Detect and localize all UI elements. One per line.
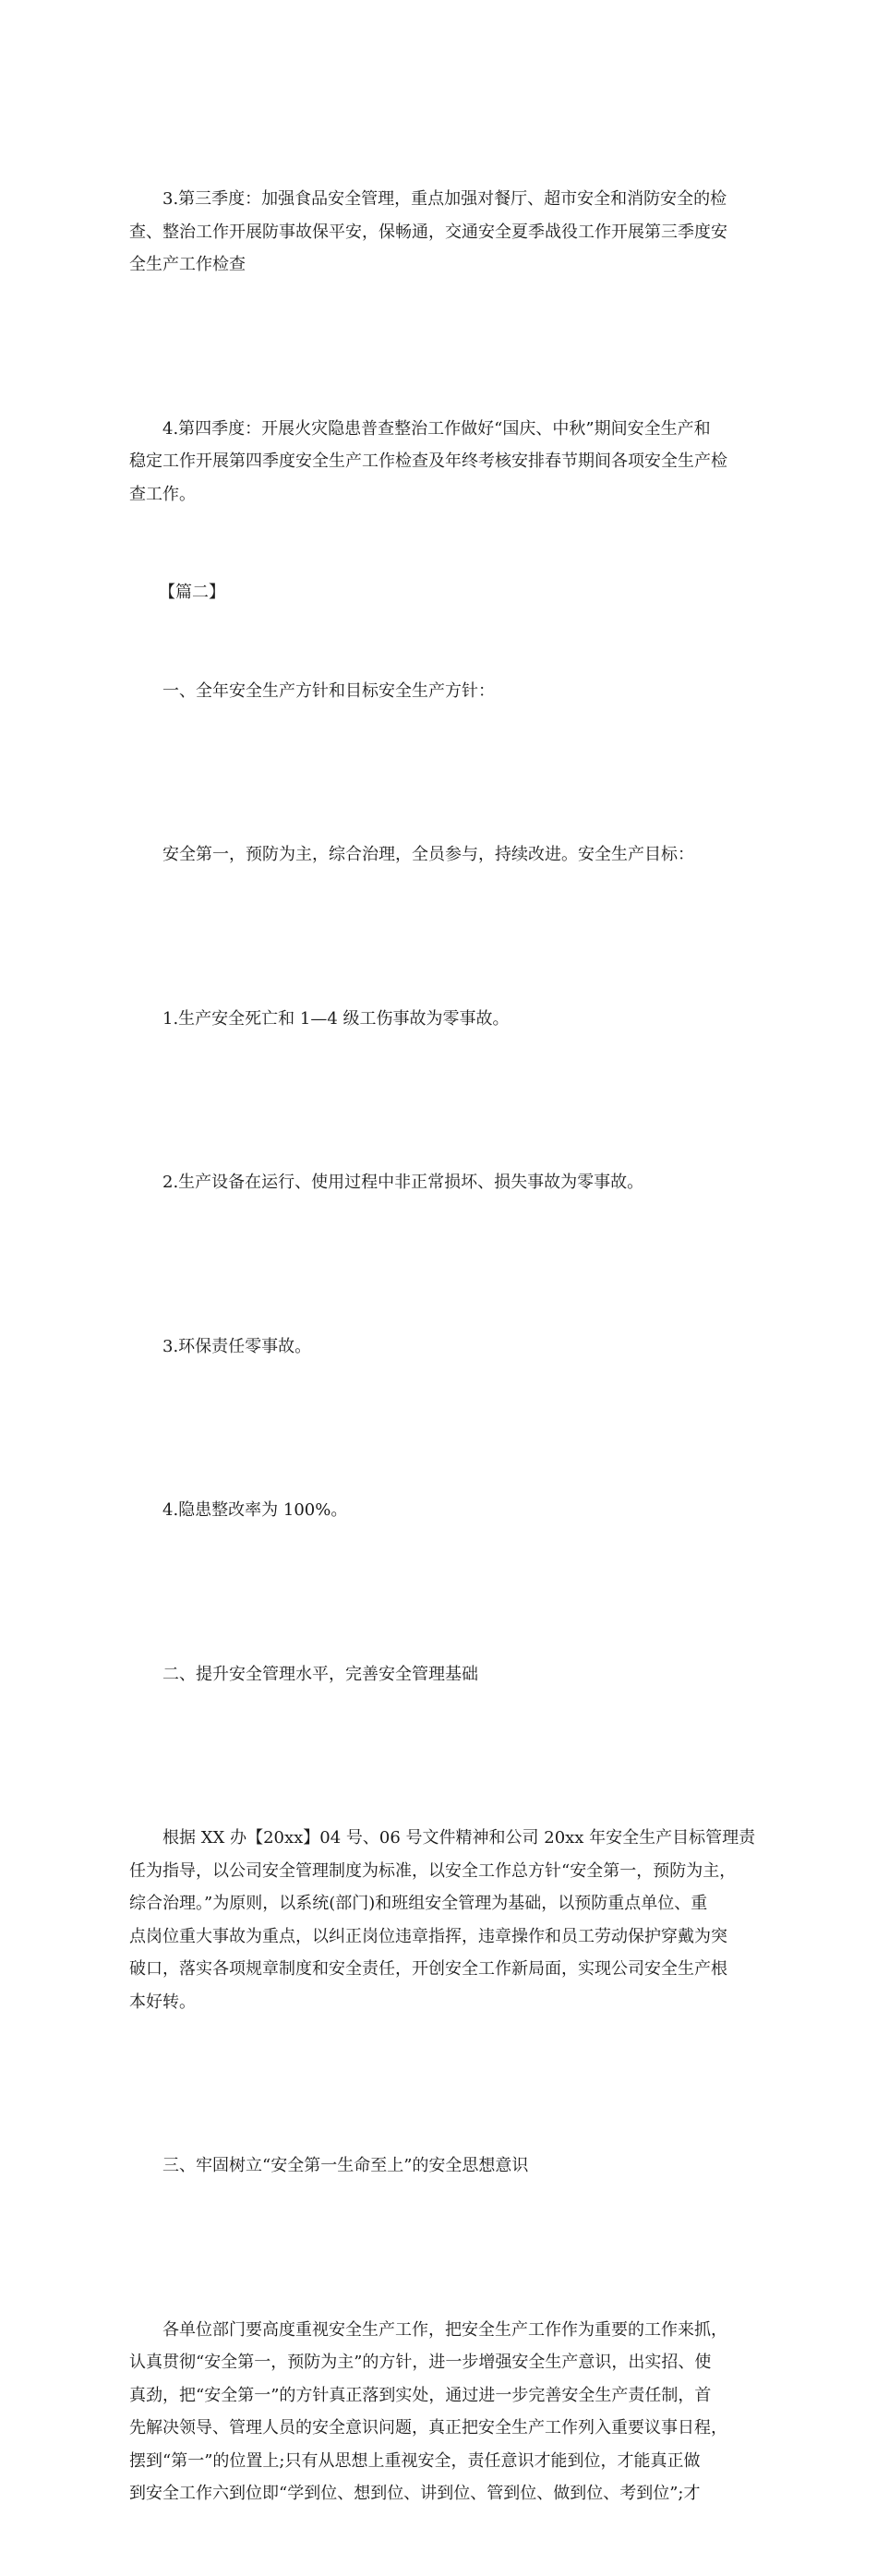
- text-line: 全生产工作检查: [129, 255, 246, 274]
- paragraph-q3: [129, 117, 757, 347]
- text-line: 一、全年安全生产方针和目标安全生产方针：: [162, 680, 495, 701]
- text-line: 4.第四季度：开展火灾隐患普查整治工作做好“国庆、中秋”期间安全生产和: [162, 418, 711, 439]
- goal-item-1: [129, 937, 757, 1101]
- text-line: 查工作。: [129, 484, 196, 504]
- heading-policy-goals: [129, 609, 757, 774]
- text-line: 先解决领导、管理人员的安全意识问题，真正把安全生产工作列入重要议事日程，: [129, 2418, 727, 2438]
- text-line: 二、提升安全管理水平，完善安全管理基础: [162, 1664, 478, 1684]
- text-line: 任为指导，以公司安全管理制度为标准，以安全工作总方针“安全第一，预防为主，: [129, 1860, 737, 1881]
- text-line: 综合治理。”为原则，以系统(部门)和班组安全管理为基础，以预防重点单位、重: [129, 1894, 708, 1913]
- paragraph-policy: [129, 773, 757, 937]
- document-body: [129, 117, 757, 2576]
- text-line: 各单位部门要高度重视安全生产工作，把安全生产工作作为重要的工作来抓，: [162, 2319, 727, 2340]
- section-heading-text: 【篇二】: [159, 583, 225, 602]
- text-line: 查、整治工作开展防事故保平安，保畅通，交通安全夏季战役工作开展第三季度安: [129, 222, 727, 242]
- text-line: 破口，落实各项规章制度和安全责任，开创安全工作新局面，实现公司安全生产根: [129, 1959, 727, 1979]
- paragraph-q4: [129, 347, 757, 577]
- goal-item-4: [129, 1428, 757, 1593]
- text-line: 稳定工作开展第四季度安全生产工作检查及年终考核安排春节期间各项安全生产检: [129, 451, 727, 471]
- section-heading: [129, 576, 757, 609]
- heading-safety-awareness: [129, 2084, 757, 2248]
- text-line: 本好转。: [129, 1992, 196, 2012]
- text-line: 3.第三季度：加强食品安全管理，重点加强对餐厅、超市安全和消防安全的检: [162, 189, 727, 209]
- text-line: 安全第一，预防为主，综合治理，全员参与，持续改进。安全生产目标：: [162, 845, 694, 864]
- goal-item-3: [129, 1265, 757, 1429]
- text-line: 1.生产安全死亡和 1—4 级工伤事故为零事故。: [162, 1008, 510, 1029]
- text-line: 三、牢固树立“安全第一生命至上”的安全思想意识: [162, 2156, 529, 2175]
- heading-management-level: [129, 1593, 757, 1757]
- text-line: 认真贯彻“安全第一，预防为主”的方针，进一步增强安全生产意识，出实招、使: [129, 2353, 712, 2372]
- text-line: 根据 XX 办【20xx】04 号、06 号文件精神和公司 20xx 年安全生产目标管理责: [162, 1828, 756, 1848]
- text-line: 真劲，把“安全第一”的方针真正落到实处，通过进一步完善安全生产责任制，首: [129, 2385, 712, 2405]
- paragraph-safety-awareness: [129, 2248, 757, 2576]
- text-line: 到安全工作六到位即“学到位、想到位、讲到位、管到位、做到位、考到位”;才: [129, 2484, 701, 2503]
- goal-item-2: [129, 1101, 757, 1265]
- paragraph-management-basis: [129, 1756, 757, 2084]
- text-line: 点岗位重大事故为重点，以纠正岗位违章指挥，违章操作和员工劳动保护穿戴为突: [129, 1926, 727, 1946]
- text-line: 4.隐患整改率为 100%。: [162, 1500, 348, 1520]
- text-line: 3.环保责任零事故。: [162, 1336, 312, 1356]
- text-line: 2.生产设备在运行、使用过程中非正常损坏、损失事故为零事故。: [162, 1173, 644, 1192]
- text-line: 摆到“第一”的位置上;只有从思想上重视安全，责任意识才能到位，才能真正做: [129, 2450, 701, 2471]
